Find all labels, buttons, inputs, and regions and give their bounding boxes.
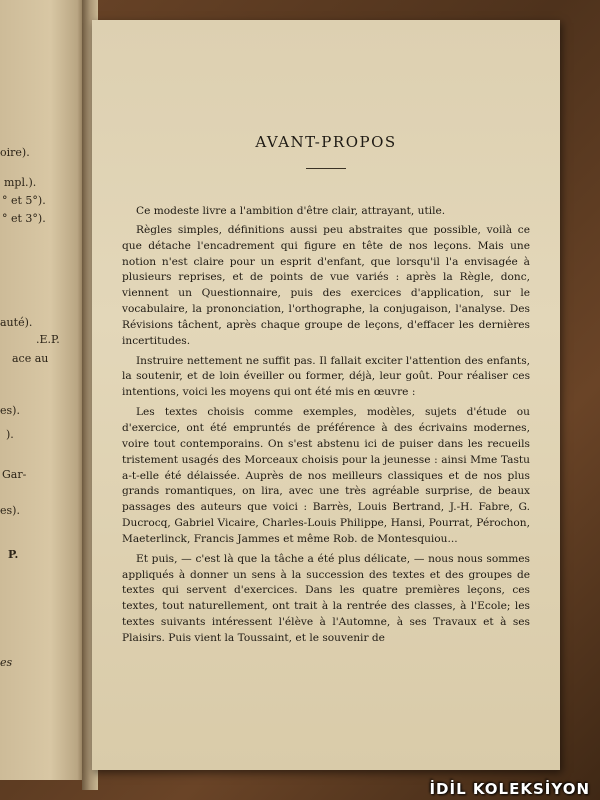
paragraph: Et puis, — c'est là que la tâche a été plus délicate, — nous nous sommes appliqués à donner un sens à la succession des textes et des groupes de textes qui servent d'exercices. Dans les quatre premières leçons, ces textes, tout naturellement, ont trait à la rentrée des classes, à l'Ecole; les textes suivants intéressent l'élève à l'Automne, à ses Travaux et à ses Plaisirs. Puis vient la Toussaint, et le souvenir de [122, 552, 530, 644]
paragraph: Les textes choisis comme exemples, modèles, sujets d'étude ou d'exercice, ont été empruntés de préférence à des écrivains modernes, voire tout contemporains. On s'est abstenu ici de puiser dans les recueils tristement usagés des Morceaux choisis pour la jeunesse : ainsi Mme Tastu a-t-elle été délaissée. Auprès de nos meilleurs classiques et de nos plus grands romantiques, on lira, avec une très agréable surprise, de beaux passages des auteurs que voici : Barrès, Louis Bertrand, J.-H. Fabre, G. Ducrocq, Gabriel Vicaire, Charles-Louis Philippe, Hansi, Pourrat, Pérochon, Maeterlinck, Francis Jammes et même Rob. de Montesquiou... [122, 406, 530, 545]
left-page-fragment: auté). [0, 316, 33, 329]
title-rule [306, 168, 346, 169]
left-page-fragment: oire). [0, 146, 30, 159]
left-page-fragment: P. [8, 548, 19, 561]
left-page-fragment: ° et 3°). [2, 212, 46, 225]
left-page-fragment: es [0, 656, 13, 669]
left-page-fragment: ). [6, 428, 14, 441]
left-page-fragment: .E.P. [36, 333, 60, 346]
paragraph: Instruire nettement ne suffit pas. Il fallait exciter l'attention des enfants, la soutenir, et de loin éveiller ou former, déjà, leur goût. Pour réaliser ces intentions, voici les moyens qui ont été mis en œuvre : [122, 354, 530, 399]
left-page-fragment: ° et 5°). [2, 194, 46, 207]
page-title: AVANT-PROPOS [255, 133, 397, 151]
left-page-fragment: Gar- [2, 468, 27, 481]
paragraph: Ce modeste livre a l'ambition d'être clair, attrayant, utile. [136, 205, 446, 217]
paragraph: Règles simples, définitions aussi peu abstraites que possible, voilà ce que détache l'encadrement qui figure en tête de nos leçons. Mais une notion n'est claire pour un esprit d'enfant, que lorsqu'il l'a envisagée à plusieurs reprises, et de points de vue variés : après la Règle, donc, viennent un Questionnaire, puis des exercices d'application, sur le vocabulaire, la prononciation, l'orthographe, la conjugaison, l'analyse. Des Révisions tâchent, après chaque groupe de leçons, d'effacer les dernières incertitudes. [122, 223, 530, 347]
right-page [92, 20, 560, 770]
left-page-fragment: es). [0, 404, 20, 417]
left-page-fragment: ace au [12, 352, 49, 365]
watermark: İDİL KOLEKSİYON [429, 780, 590, 798]
left-page [0, 0, 86, 780]
left-page-fragment: mpl.). [4, 176, 37, 189]
left-page-fragment: es). [0, 504, 20, 517]
body-text [122, 204, 530, 651]
